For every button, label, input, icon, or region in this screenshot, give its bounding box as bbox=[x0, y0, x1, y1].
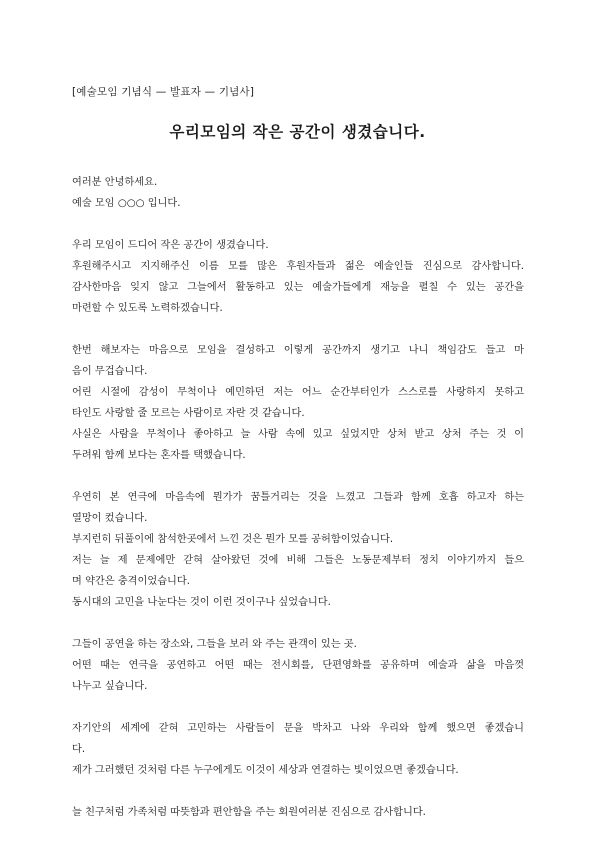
text-line: 여러분 안녕하세요. bbox=[72, 177, 158, 188]
text-line: 어린 시절에 감성이 무척이나 예민하던 저는 어느 순간부터인가 스스로를 사랑하지 못하고 bbox=[72, 387, 524, 398]
text-line: 한번 해보자는 마음으로 모임을 결성하고 이렇게 공간까지 생기고 나니 책임감도 들고 마 bbox=[72, 345, 524, 356]
text-line: 후원해주시고 지지해주신 이름 모를 많은 후원자들과 젊은 예술인들 진심으로 감사합니다. bbox=[72, 261, 524, 272]
text-line: 열망이 컸습니다. bbox=[72, 513, 148, 524]
text-line: 두려워 함께 보다는 혼자를 택했습니다. bbox=[72, 450, 246, 461]
paragraph bbox=[72, 802, 524, 823]
paragraph bbox=[72, 487, 524, 613]
text-line: 자기안의 세계에 갇혀 고민하는 사람들이 문을 박차고 나와 우리와 함께 했으면 좋겠습니 bbox=[72, 723, 524, 734]
text-line: 그들이 공연을 하는 장소와, 그들을 보러 와 주는 관객이 있는 곳. bbox=[72, 639, 357, 650]
text-line: 나누고 싶습니다. bbox=[72, 681, 148, 692]
text-line: 우리 모임이 드디어 작은 공간이 생겼습니다. bbox=[72, 240, 269, 251]
text-line: 어떤 때는 연극을 공연하고 어떤 때는 전시회를, 단편영화를 공유하며 예술과 삶을 마음껏 bbox=[72, 660, 524, 671]
document-title: 우리모임의 작은 공간이 생겼습니다. bbox=[169, 123, 426, 141]
paragraph bbox=[72, 235, 524, 319]
text-line: 저는 늘 제 문제에만 갇혀 살아왔던 것에 비해 그들은 노동문제부터 정치 이야기까지 들으 bbox=[72, 555, 524, 566]
text-line: 제가 그러했던 것처럼 다른 누구에게도 이것이 세상과 연결하는 빛이었으면 좋겠습니다. bbox=[72, 765, 459, 776]
text-line: 우연히 본 연극에 마음속에 뭔가가 꿈틀거리는 것을 느꼈고 그들과 함께 호흡 하고자 하는 bbox=[72, 492, 524, 503]
paragraph bbox=[72, 634, 524, 697]
text-line: 음이 무겁습니다. bbox=[72, 366, 148, 377]
document-header-tag: [예술모임 기념식 — 발표자 — 기념사] bbox=[72, 86, 255, 98]
text-line: 예술 모임 ○○○ 입니다. bbox=[72, 198, 181, 209]
paragraph bbox=[72, 340, 524, 466]
text-line: 사실은 사람을 무척이나 좋아하고 늘 사람 속에 있고 싶었지만 상처 받고 상처 주는 것 이 bbox=[72, 429, 524, 440]
text-line: 다. bbox=[72, 744, 86, 755]
paragraph bbox=[72, 172, 524, 214]
text-line: 마련할 수 있도록 노력하겠습니다. bbox=[72, 303, 223, 314]
paragraph bbox=[72, 718, 524, 781]
text-line: 며 약간은 충격이었습니다. bbox=[72, 576, 190, 587]
text-line: 부지런히 뒤풀이에 참석한곳에서 느낀 것은 뭔가 모를 공허함이었습니다. bbox=[72, 534, 394, 545]
text-line: 타인도 사랑할 줄 모르는 사람이로 자란 것 같습니다. bbox=[72, 408, 305, 419]
document-body bbox=[72, 172, 524, 844]
text-line: 동시대의 고민을 나눈다는 것이 이런 것이구나 싶었습니다. bbox=[72, 597, 331, 608]
text-line: 감사한마음 잊지 않고 그늘에서 활동하고 있는 예술가들에게 재능을 펼칠 수 있는 공간을 bbox=[72, 282, 524, 293]
text-line: 늘 친구처럼 가족처럼 따뜻함과 편안함을 주는 회원여러분 진심으로 감사합니다. bbox=[72, 807, 426, 818]
